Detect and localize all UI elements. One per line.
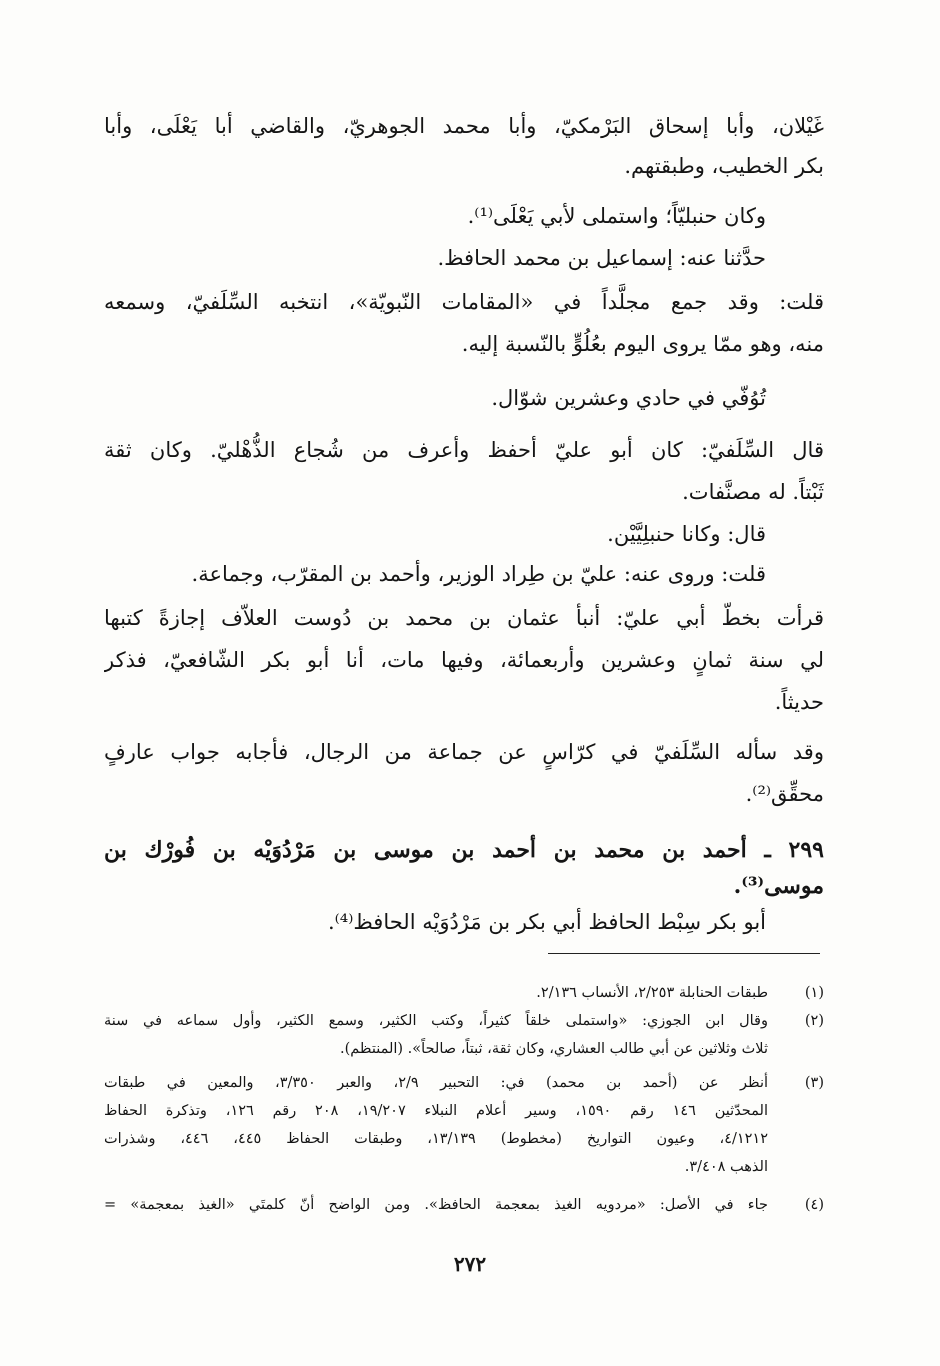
- text-line-11: قلت: وروى عنه: عليّ بن طِراد الوزير، وأحمد بن المقرّب، وجماعة.: [191, 562, 766, 586]
- text-line-4: حدَّثنا عنه: إسماعيل بن محمد الحافظ.: [437, 246, 766, 270]
- text-line-9: ثَبْتاً. له مصنَّفات.: [682, 480, 824, 504]
- footnote-text: طبقات الحنابلة ٢/٢٥٣، الأنساب ٢/١٣٦.: [536, 985, 768, 1001]
- footnote-2-line-2: ثلاث وثلاثين عن أبي طالب العشاري، وكان ثقة، ثبتاً، صالحاً». (المنتظم).: [340, 1041, 768, 1057]
- text-line-6: منه، وهو ممّا يروى اليوم بعُلُوٍّ بالنّسبة إليه.: [461, 332, 824, 356]
- footnote-4: [104, 1192, 824, 1219]
- footnote-number: (٢): [804, 1013, 824, 1029]
- footnote-2: [104, 1008, 824, 1035]
- text-line-5: قلت: وقد جمع مجلَّداً في «المقامات النّبويّة»، انتخبه السِّلَفيّ، وسمعه: [104, 290, 824, 314]
- footnote-number: (٤): [804, 1197, 824, 1213]
- footnote-text: أنظر عن (أحمد بن محمد) في: التحبير ٢/٩، والعبر ٣/٣٥٠، والمعين في طبقات: [104, 1075, 769, 1091]
- footnote-3-line-4: الذهب ٣/٤٠٨.: [684, 1159, 768, 1175]
- text-line-16: محقِّق⁽²⁾.: [745, 782, 824, 806]
- footnote-3-line-2: المحدّثين ١٤٦ رقم ١٥٩٠، وسير أعلام النبلاء ١٩/٢٠٧، ٢٠٨ رقم ١٢٦، وتذكرة الحفاظ: [104, 1103, 768, 1119]
- text-line-12: قرأت بخطّ أبي عليّ: أنبأ عثمان بن محمد بن دُوست العلاّف إجازةً كتبها: [104, 606, 824, 630]
- footnote-text: وقال ابن الجوزي: «واستملى خلقاً كثيراً، وكتب الكثير، وسمع الكثير، وأول سماعه في سنة: [104, 1013, 768, 1029]
- footnote-text: جاء في الأصل: «مردويه الغيذ بمعجمة الحافظ». ومن الواضح أنّ كلمتَي «الغيذ بمعجمة» =: [104, 1197, 768, 1213]
- text-line-2: بكر الخطيب، وطبقتهم.: [624, 154, 824, 178]
- footnote-number: (١): [804, 985, 824, 1001]
- text-line-10: قال: وكانا حنبلِيَّيْن.: [607, 522, 766, 546]
- text-line-1: غَيْلان، وأبا إسحاق البَرْمكيّ، وأبا محمد الجوهريّ، والقاضي أبا يَعْلَى، وأبا: [104, 114, 824, 138]
- text-line-8: قال السِّلَفيّ: كان أبو عليّ أحفظ وأعرف من شُجاع الذُّهْليّ. وكان ثقة: [104, 438, 824, 462]
- footnote-1: [104, 980, 824, 1007]
- page-number: ٢٧٢: [453, 1252, 487, 1276]
- footnote-separator: [548, 953, 820, 954]
- text-line-14: حديثاً.: [774, 690, 824, 714]
- text-line-19: أبو بكر سِبْط الحافظ أبي بكر بن مَرْدُوَيْه الحافظ⁽⁴⁾.: [327, 910, 766, 934]
- text-line-15: وقد سأله السِّلَفيّ في كرّاسٍ عن جماعة من الرجال، فأجابه جواب عارفٍ: [104, 740, 824, 764]
- footnote-3: [104, 1070, 824, 1097]
- text-line-13: لي سنة ثمانٍ وعشرين وأربعمائة، وفيها مات، أنا أبو بكر الشّافعيّ، فذكر: [104, 648, 824, 672]
- entry-heading: ٢٩٩ ـ أحمد بن محمد بن أحمد بن موسى بن مَرْدُوَيْه بن فُورْك بن: [104, 837, 824, 863]
- footnote-3-line-3: ٤/١٢١٢، وعيون التواريخ (مخطوط) ١٣/١٣٩، وطبقات الحفاظ ٤٤٥، ٤٤٦، وشذرات: [104, 1131, 768, 1147]
- text-line-3: وكان حنبليّاً؛ واستملى لأبي يَعْلَى⁽¹⁾.: [467, 204, 766, 228]
- entry-heading-cont: موسى⁽³⁾.: [733, 873, 824, 899]
- text-line-7: تُوُفّي في حادي وعشرين شوّال.: [491, 386, 766, 410]
- footnote-number: (٣): [804, 1075, 824, 1091]
